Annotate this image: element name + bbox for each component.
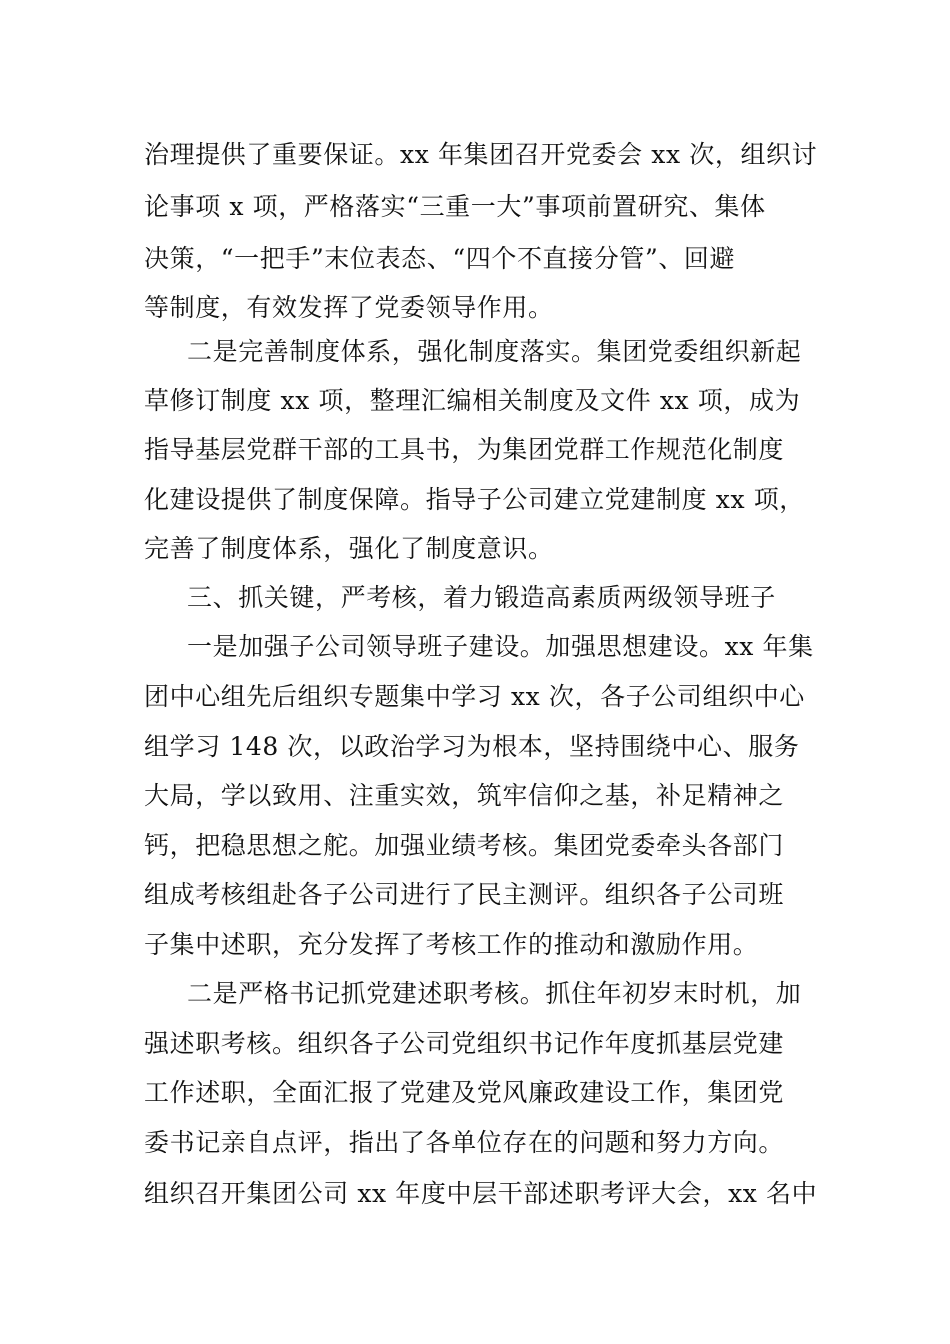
text-line-6: 草修订制度 xx 项，整理汇编相关制度及文件 xx 项，成为	[144, 386, 801, 415]
text-line-16: 组成考核组赴各子公司进行了民主测评。组织各子公司班	[144, 880, 785, 909]
text-line-1: 治理提供了重要保证。xx 年集团召开党委会 xx 次，组织讨	[144, 140, 818, 169]
text-line-22: 组织召开集团公司 xx 年度中层干部述职考评大会，xx 名中	[144, 1179, 818, 1208]
text-line-7: 指导基层党群干部的工具书，为集团党群工作规范化制度	[144, 435, 785, 464]
text-line-3: 决策，“一把手”末位表态、“四个不直接分管”、回避	[144, 244, 736, 273]
text-line-8: 化建设提供了制度保障。指导子公司建立党建制度 xx 项，	[144, 485, 805, 514]
text-line-9: 完善了制度体系，强化了制度意识。	[144, 534, 554, 563]
text-line-12: 团中心组先后组织专题集中学习 xx 次，各子公司组织中心	[144, 682, 805, 711]
text-line-21: 委书记亲自点评，指出了各单位存在的问题和努力方向。	[144, 1128, 785, 1157]
text-line-15: 钙，把稳思想之舵。加强业绩考核。集团党委牵头各部门	[144, 831, 785, 860]
paragraph-start-line: 二是严格书记抓党建述职考核。抓住年初岁末时机，加	[187, 979, 802, 1008]
text-line-17: 子集中述职，充分发挥了考核工作的推动和激励作用。	[144, 930, 759, 959]
text-line-20: 工作述职，全面汇报了党建及党风廉政建设工作，集团党	[144, 1078, 785, 1107]
text-line-19: 强述职考核。组织各子公司党组织书记作年度抓基层党建	[144, 1029, 785, 1058]
paragraph-start-line: 一是加强子公司领导班子建设。加强思想建设。xx 年集	[187, 632, 814, 661]
text-line-2: 论事项 x 项，严格落实“三重一大”事项前置研究、集体	[144, 192, 766, 221]
text-line-14: 大局，学以致用、注重实效，筑牢信仰之基，补足精神之	[144, 781, 785, 810]
section-heading: 三、抓关键，严考核，着力锻造高素质两级领导班子	[187, 583, 776, 612]
paragraph-start-line: 二是完善制度体系，强化制度落实。集团党委组织新起	[187, 337, 802, 366]
text-line-4: 等制度，有效发挥了党委领导作用。	[144, 293, 554, 322]
text-line-13: 组学习 148 次，以政治学习为根本，坚持围绕中心、服务	[144, 732, 800, 761]
